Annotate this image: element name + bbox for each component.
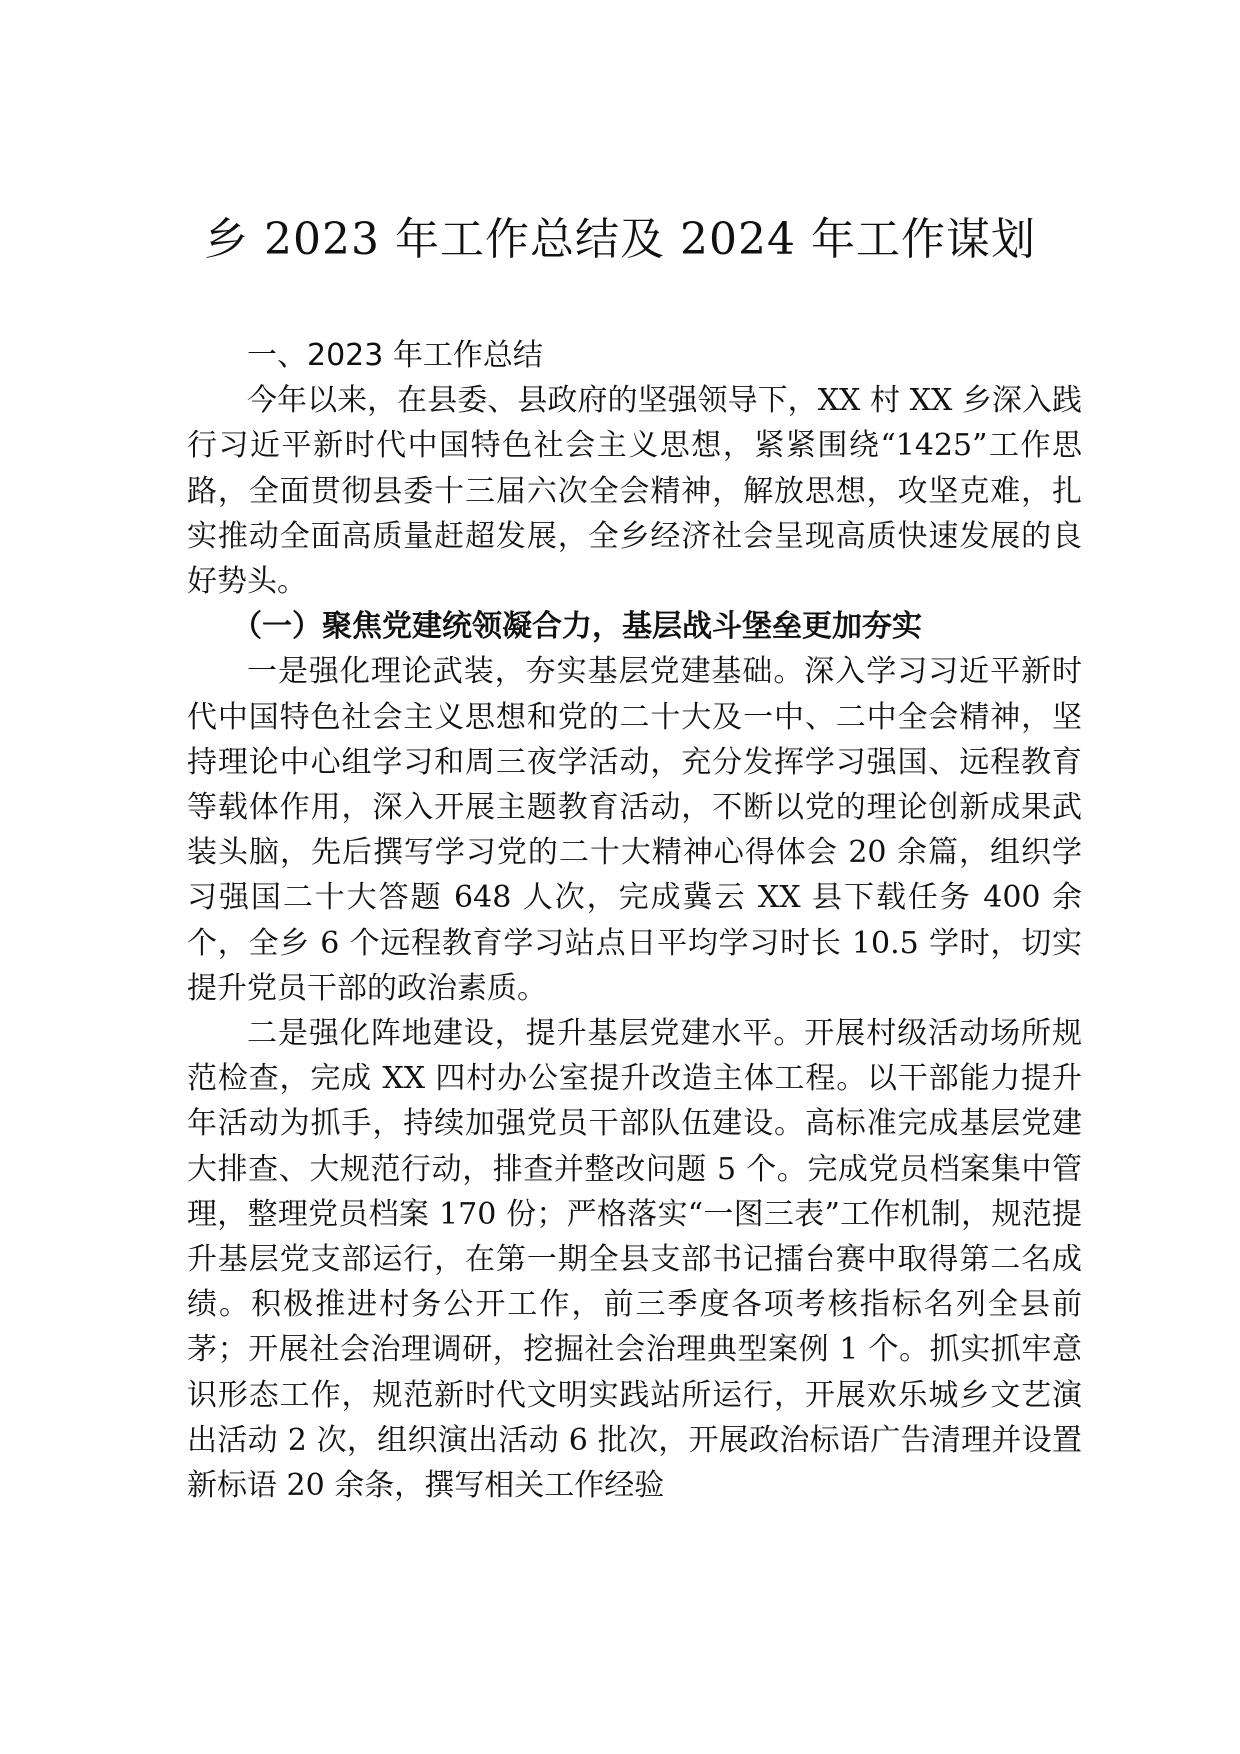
- body-paragraph-1: 一是强化理论武装，夯实基层党建基础。深入学习习近平新时代中国特色社会主义思想和党的二十大及一中、二中全会精神，坚持理论中心组学习和周三夜学活动，充分发挥学习强国、远程教育等载体作用，深入开展主题教育活动，不断以党的理论创新成果武装头脑，先后撰写学习党的二十大精神心得体会 20 余篇，组织学习强国二十大答题 648 人次，完成冀云 XX 县下载任务 400 余个，全乡 6 个远程教育学习站点日平均学习时长 10.5 学时，切实提升党员干部的政治素质。: [187, 654, 1082, 1006]
- intro-paragraph: 今年以来，在县委、县政府的坚强领导下，XX 村 XX 乡深入践行习近平新时代中国特色社会主义思想，紧紧围绕“1425”工作思路，全面贯彻县委十三届六次全会精神，解放思想，攻坚克难，扎实推动全面高质量赶超发展，全乡经济社会呈现高质快速发展的良好势头。: [187, 383, 1082, 600]
- document-body: [187, 333, 1082, 1508]
- section-heading: 一、2023 年工作总结: [247, 338, 543, 373]
- document-title: 乡 2023 年工作总结及 2024 年工作谋划: [204, 214, 1036, 265]
- subsection-heading: （一）聚焦党建统领凝合力，基层战斗堡垒更加夯实: [232, 609, 922, 645]
- body-paragraph-2: 二是强化阵地建设，提升基层党建水平。开展村级活动场所规范检查，完成 XX 四村办公室提升改造主体工程。以干部能力提升年活动为抓手，持续加强党员干部队伍建设。高标准完成基层党建大排查、大规范行动，排查并整改问题 5 个。完成党员档案集中管理，整理党员档案 170 份；严格落实“一图三表”工作机制，规范提升基层党支部运行，在第一期全县支部书记擂台赛中取得第二名成绩。积极推进村务公开工作，前三季度各项考核指标名列全县前茅；开展社会治理调研，挖掘社会治理典型案例 1 个。抓实抓牢意识形态工作，规范新时代文明实践站所运行，开展欢乐城乡文艺演出活动 2 次，组织演出活动 6 批次，开展政治标语广告清理并设置新标语 20 余条，撰写相关工作经验: [187, 1016, 1082, 1504]
